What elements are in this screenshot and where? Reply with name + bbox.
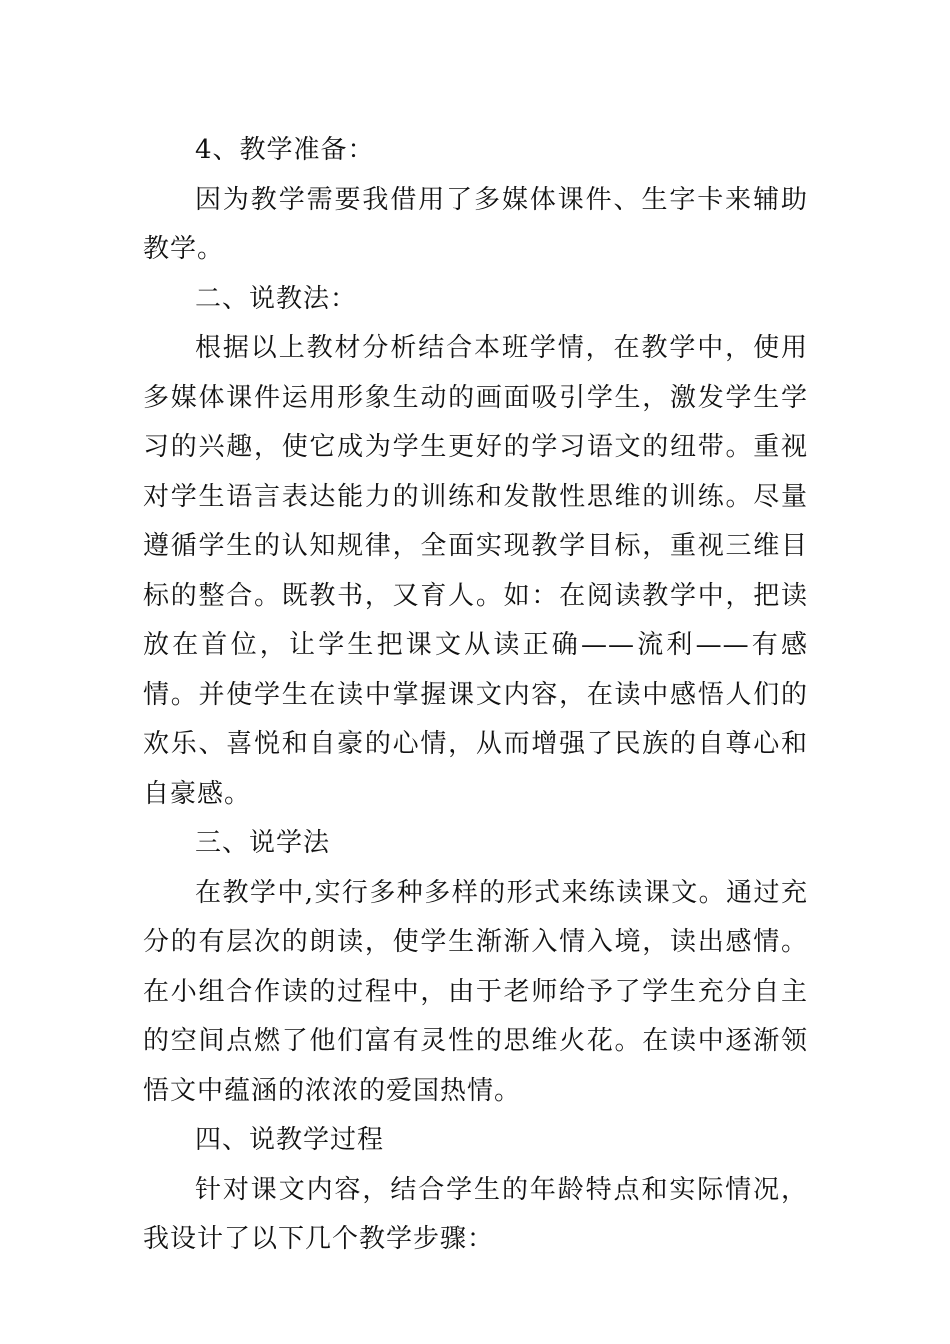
paragraph-teaching-preparation: 因为教学需要我借用了多媒体课件、生字卡来辅助教学。 (143, 184, 808, 264)
paragraph-teaching-process: 针对课文内容，结合学生的年龄特点和实际情况，我设计了以下几个教学步骤： (143, 1174, 808, 1254)
section-heading-teaching-method: 二、说教法： (195, 283, 358, 314)
section-heading-teaching-process: 四、说教学过程 (195, 1125, 385, 1155)
section-heading-teaching-preparation: 4、教学准备： (195, 135, 375, 165)
section-heading-learning-method: 三、说学法 (195, 828, 331, 858)
paragraph-teaching-method: 根据以上教材分析结合本班学情，在教学中，使用多媒体课件运用形象生动的画面吸引学生，激发学生学习的兴趣，使它成为学生更好的学习语文的纽带。重视对学生语言表达能力的训练和发散性思维的训练。尽量遵循学生的认知规律，全面实现教学目标，重视三维目标的整合。既教书，又育人。如：在阅读教学中，把读放在首位，让学生把课文从读正确——流利——有感情。并使学生在读中掌握课文内容，在读中感悟人们的欢乐、喜悦和自豪的心情，从而增强了民族的自尊心和自豪感。 (143, 333, 808, 809)
document-body (143, 126, 808, 1265)
paragraph-learning-method: 在教学中,实行多种多样的形式来练读课文。通过充分的有层次的朗读，使学生渐渐入情入境，读出感情。在小组合作读的过程中，由于老师给予了学生充分自主的空间点燃了他们富有灵性的思维火花。在读中逐渐领悟文中蕴涵的浓浓的爱国热情。 (143, 877, 808, 1106)
